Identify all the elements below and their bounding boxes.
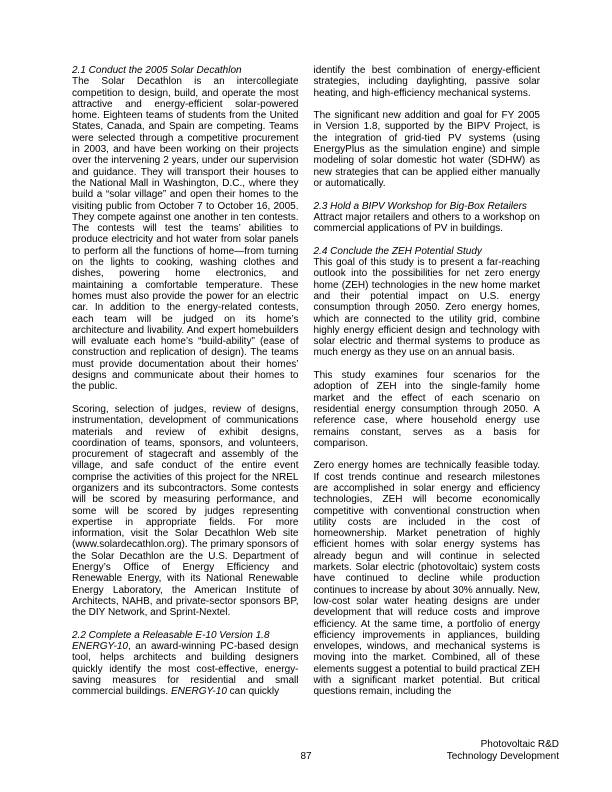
column-left xyxy=(72,65,299,698)
section-heading-2-3: 2.3 Hold a BIPV Workshop for Big-Box Retailers xyxy=(313,200,527,212)
footer-chapter-line-1: Photovoltaic R&D xyxy=(480,739,559,750)
paragraph-zeh-feasibility: Zero energy homes are technically feasible today. If cost trends continue and research milestones are accomplished in solar energy and efficiency technologies, ZEH will become economically competitive with conventional construction when utility costs are included in the cost of homeownership. Market penetration of highly efficient homes with solar energy systems has already begun and will continue in selected markets. Solar electric (photovoltaic) system costs have continued to decline while production continues to increase by about 30% annually. New, low-cost solar water heating designs are under development that will reduce costs and improve efficiency. At the same time, a portfolio of energy efficiency improvements in appliances, building envelopes, windows, and mechanical systems is moving into the market. Combined, all of these elements suggest a potential to build practical ZEH with a significant market potential. But critical questions remain, including the xyxy=(313,460,540,698)
paragraph-energy10-text-2: can quickly xyxy=(226,686,280,698)
footer-chapter-label xyxy=(447,739,559,762)
paragraph-solar-decathlon: The Solar Decathlon is an intercollegiate competition to design, build, and operate the most attractive and energy-efficient solar-powered home. Eighteen teams of students from the United States, Canada, and Spain are competing. Teams were selected through a competitive procurement in 2003, and have been working on their projects over the intervening 2 years, under our supervision and guidance. They will transport their houses to the National Mall in Washington, D.C., where they build a “solar village” and open their homes to the visiting public from October 7 to October 16, 2005. They compete against one another in ten contests. The contests will test the teams’ abilities to produce electricity and hot water from solar panels to perform all the functions of home—from turning on the lights to cooking, washing clothes and dishes, powering home electronics, and maintaining a comfortable temperature. These homes must also provide the power for an electric car. In addition to the energy-related contests, each team will be judged on its home’s architecture and livability. And expert homebuilders will evaluate each home’s “build-ability” (ease of construction and replication of design). The teams must provide documentation about their homes’ designs and communicate about their homes to the public. xyxy=(72,76,299,393)
section-heading-2-1: 2.1 Conduct the 2005 Solar Decathlon xyxy=(72,65,242,76)
footer-chapter-line-2: Technology Development xyxy=(446,750,559,762)
paragraph-energy10-continued: identify the best combination of energy-efficient strategies, including daylighting, passive solar heating, and high-efficiency mechanical systems. xyxy=(313,65,540,99)
paragraph-energy10-text: , an award-winning PC-based design tool, helps architects and building designers quickly identify the most cost-effective, energy-saving measures for residential and small commercial buildings. xyxy=(72,641,299,698)
paragraph-bipv-workshop: Attract major retailers and others to a workshop on commercial applications of PV in buildings. xyxy=(313,211,540,235)
paragraph-zeh-goal: This goal of this study is to present a far-reaching outlook into the possibilities for net zero energy home (ZEH) technologies in the new home market and their potential impact on U.S. energy consumption through 2050. Zero energy homes, which are connected to the utility grid, combine highly energy efficient design and technology with solar electric and thermal systems to produce as much energy as they use on an annual basis. xyxy=(313,257,540,359)
page-body xyxy=(72,65,540,698)
paragraph-scoring: Scoring, selection of judges, review of designs, instrumentation, development of communications materials and review of exhibit designs, coordination of teams, sponsors, and volunteers, procurement of stagecraft and assembly of the village, and safe conduct of the entire event comprise the activities of this project for the NREL organizers and its subcontractors. Some contests will be scored by measuring performance, and some will be scored by judges representing expertise in appropriate fields. For more information, visit the Solar Decathlon Web site (www.solardecathlon.org). The primary sponsors of the Solar Decathlon are the U.S. Department of Energy’s Office of Energy Efficiency and Renewable Energy, with its National Renewable Energy Laboratory, the American Institute of Architects, NAHB, and private-sector sponsors BP, the DIY Network, and Sprint-Nextel. xyxy=(72,403,299,619)
paragraph-version-1-8: The significant new addition and goal for FY 2005 in Version 1.8, supported by the BIPV Project, is the integration of grid-tied PV systems (using EnergyPlus as the simulation engine) and simple modeling of solar domestic hot water (SDHW) as new strategies that can be applied either manually or automatically. xyxy=(313,110,540,189)
energy10-product-name-2: ENERGY-10 xyxy=(170,686,227,698)
page-number: 87 xyxy=(300,751,312,762)
section-heading-2-4: 2.4 Conclude the ZEH Potential Study xyxy=(313,245,482,257)
paragraph-zeh-scenarios: This study examines four scenarios for the adoption of ZEH into the single-family home market and the effect of each scenario on residential energy consumption through 2050. A reference case, where household energy use remains constant, serves as a basis for comparison. xyxy=(313,370,540,449)
section-heading-2-2: 2.2 Complete a Releasable E-10 Version 1.8 xyxy=(72,629,270,641)
paragraph-energy10 xyxy=(72,641,299,697)
column-right xyxy=(314,65,541,698)
energy10-product-name: ENERGY-10 xyxy=(72,641,128,653)
